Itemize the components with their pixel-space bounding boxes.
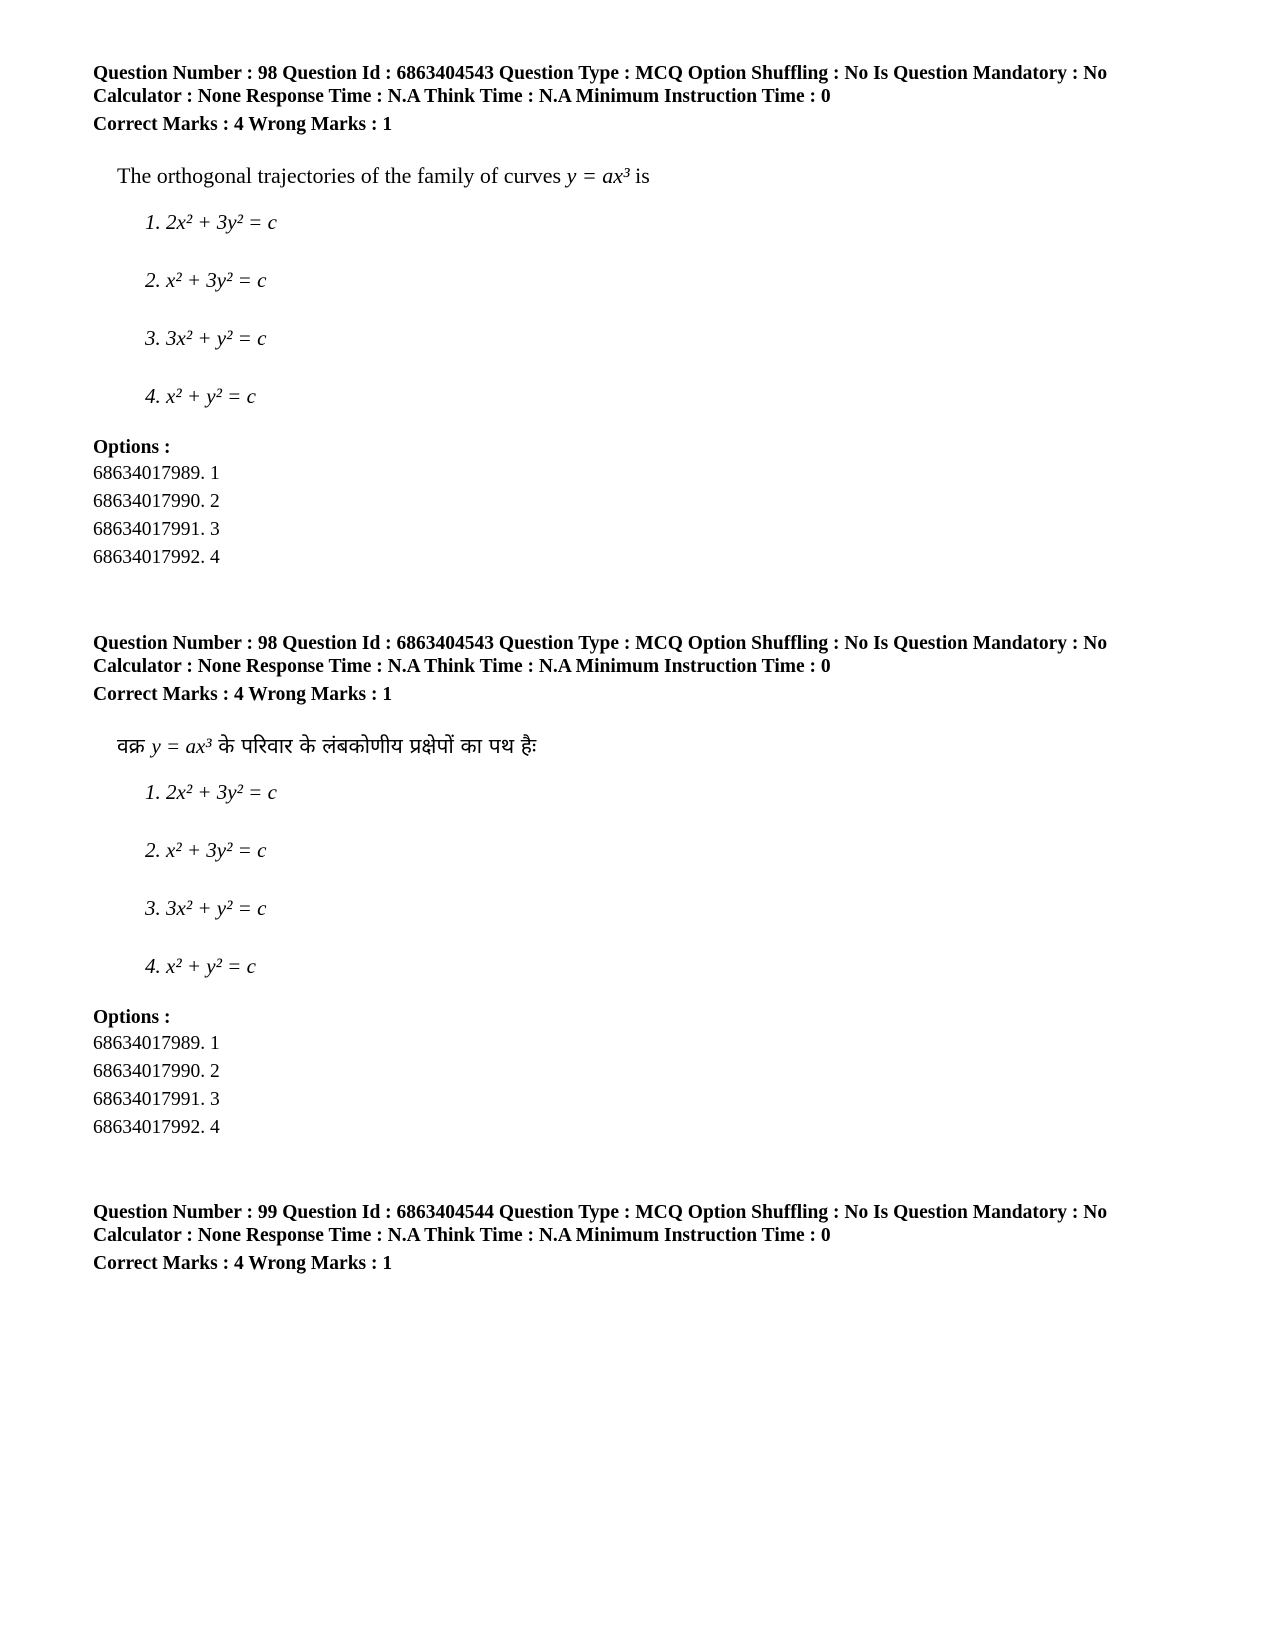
question-stem — [117, 162, 1213, 190]
choice-3: 3. 3x² + y² = c — [145, 326, 267, 350]
question-header-line2: Calculator : None Response Time : N.A Think Time : N.A Minimum Instruction Time : 0 — [93, 86, 831, 107]
question-header-line1: Question Number : 99 Question Id : 6863404544 Question Type : MCQ Option Shuffling : No Is Question Mandatory : No — [93, 1202, 1108, 1223]
choice-4: 4. x² + y² = c — [145, 954, 256, 978]
question-header-line1: Question Number : 98 Question Id : 6863404543 Question Type : MCQ Option Shuffling : No Is Question Mandatory : No — [93, 633, 1108, 654]
option-id-3: 68634017991. 3 — [93, 519, 220, 540]
choice-1: 1. 2x² + 3y² = c — [145, 210, 277, 234]
stem-math: y = ax³ — [566, 163, 630, 188]
question-header-line1: Question Number : 98 Question Id : 6863404543 Question Type : MCQ Option Shuffling : No Is Question Mandatory : No — [93, 63, 1108, 84]
stem-math: y = ax³ — [151, 734, 212, 758]
answer-choices — [145, 774, 1213, 1006]
question-block-99 — [93, 1201, 1213, 1275]
option-id-1: 68634017989. 1 — [93, 1033, 220, 1054]
options-label: Options : — [93, 437, 171, 458]
question-header-line2: Calculator : None Response Time : N.A Think Time : N.A Minimum Instruction Time : 0 — [93, 1225, 831, 1246]
marks-line: Correct Marks : 4 Wrong Marks : 1 — [93, 684, 393, 705]
option-id-4: 68634017992. 4 — [93, 547, 220, 568]
marks-line: Correct Marks : 4 Wrong Marks : 1 — [93, 114, 393, 135]
option-id-4: 68634017992. 4 — [93, 1117, 220, 1138]
option-id-3: 68634017991. 3 — [93, 1089, 220, 1110]
options-label: Options : — [93, 1007, 171, 1028]
question-header-line2: Calculator : None Response Time : N.A Think Time : N.A Minimum Instruction Time : 0 — [93, 656, 831, 677]
stem-text: The orthogonal trajectories of the family of curves — [117, 163, 567, 188]
option-id-2: 68634017990. 2 — [93, 1061, 220, 1082]
choice-2: 2. x² + 3y² = c — [145, 838, 267, 862]
marks-line: Correct Marks : 4 Wrong Marks : 1 — [93, 1253, 393, 1274]
question-stem — [117, 732, 1213, 760]
choice-4: 4. x² + y² = c — [145, 384, 256, 408]
answer-choices — [145, 204, 1213, 436]
question-block-98-english — [93, 62, 1213, 572]
question-block-98-hindi — [93, 632, 1213, 1142]
option-id-2: 68634017990. 2 — [93, 491, 220, 512]
stem-text: वक्र — [117, 734, 152, 758]
choice-1: 1. 2x² + 3y² = c — [145, 780, 277, 804]
choice-3: 3. 3x² + y² = c — [145, 896, 267, 920]
option-id-1: 68634017989. 1 — [93, 463, 220, 484]
choice-2: 2. x² + 3y² = c — [145, 268, 267, 292]
stem-suffix: is — [629, 163, 650, 188]
stem-suffix: के परिवार के लंबकोणीय प्रक्षेपों का पथ हैः — [211, 734, 537, 758]
